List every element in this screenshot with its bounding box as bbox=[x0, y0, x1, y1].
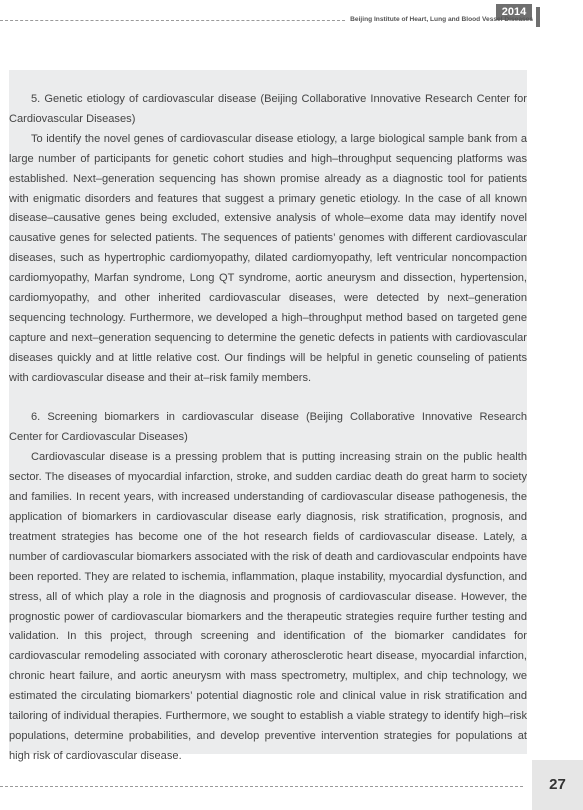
footer-divider bbox=[0, 786, 523, 787]
header-accent-bar bbox=[536, 7, 540, 27]
section-5-heading: 5. Genetic etiology of cardiovascular disease (Beijing Collaborative Innovative Research Center for Cardiovascular Diseases) bbox=[9, 93, 527, 125]
page-number: 27 bbox=[532, 760, 583, 810]
header-year-badge: 2014 bbox=[496, 4, 532, 20]
section-6-heading: 6. Screening biomarkers in cardiovascular disease (Beijing Collaborative Innovative Research Center for Cardiovascular Diseases) bbox=[9, 411, 527, 444]
paragraph-spacer bbox=[9, 389, 527, 409]
header-divider bbox=[0, 20, 345, 21]
section-5-body: To identify the novel genes of cardiovascular disease etiology, a large biological sample bank from a large number of participants for genetic cohort studies and high–throughput sequencing platforms was established. Next–generation sequencing has shown promise already as a diagnostic tool for patients with enigmatic disorders and features that suggest a primary genetic etiology. In the case of all known disease–causative genes being excluded, extensive analysis of whole–exome data may identify novel causative genes for selected patients. The sequences of patients’ genomes with different cardiovascular diseases, such as hypertrophic cardiomyopathy, dilated cardiomyopathy, left ventricular noncompaction cardiomyopathy, Marfan syndrome, Long QT syndrome, aortic aneurysm and dissection, hypertension, cardiomyopathy, and other inherited cardiovascular diseases, were detected by next–generation sequencing technology. Furthermore, we developed a high–throughput method based on targeted gene capture and next–generation sequencing to determine the genetic defects in patients with cardiovascular diseases quickly and at little relative cost. Our findings will be helpful in genetic counseling of patients with cardiovascular disease and their at–risk family members. bbox=[9, 132, 527, 384]
section-6-body: Cardiovascular disease is a pressing problem that is putting increasing strain on the public health sector. The diseases of myocardial infarction, stroke, and sudden cardiac death do great harm to society and families. In recent years, with increased understanding of cardiovascular disease pathogenesis, the application of biomarkers in cardiovascular disease early diagnosis, risk stratification, prognosis, and treatment strategies has become one of the hot research fields of cardiovascular disease. Lately, a number of cardiovascular biomarkers associated with the risk of death and cardiovascular endpoints have been reported. They are related to ischemia, inflammation, plaque instability, myocardial dysfunction, and stress, all of which play a role in the diagnosis and prognosis of cardiovascular disease. However, the prognostic power of cardiovascular biomarkers and the therapeutic strategies require further testing and validation. In this project, through screening and identification of the biomarker candidates for cardiovascular remodeling associated with coronary atherosclerotic heart disease, myocardial infarction, chronic heart failure, and aortic aneurysm with mass spectrometry, multiplex, and chip technology, we estimated the circulating biomarkers’ potential diagnostic role and clinical value in risk stratification and tailoring of individual therapies. Furthermore, we sought to establish a viable strategy to identify high–risk populations, determine probabilities, and develop preventive intervention strategies for populations at high risk of cardiovascular disease. bbox=[9, 451, 527, 762]
article-text bbox=[9, 90, 527, 767]
header-institute-name: Beijing Institute of Heart, Lung and Blood Vessel Diseases bbox=[350, 16, 533, 23]
